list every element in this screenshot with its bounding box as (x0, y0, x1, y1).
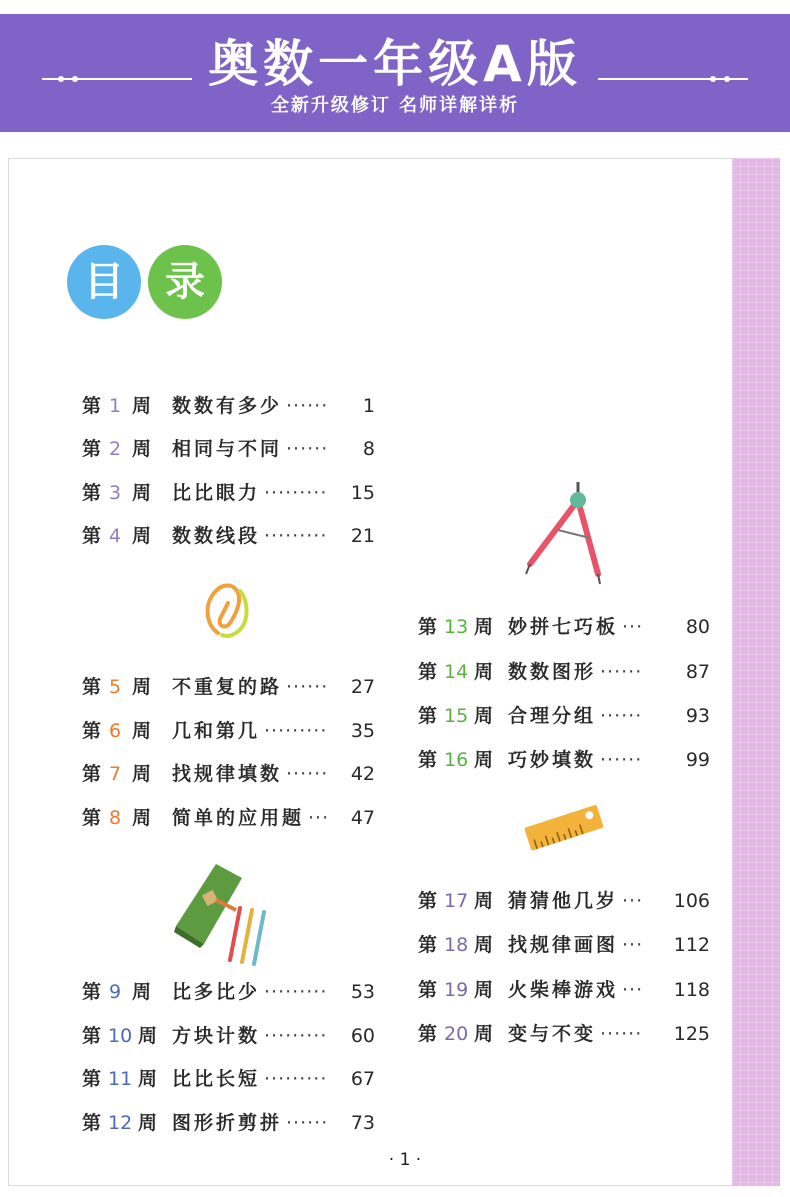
entry-week-prefix: 第 (418, 934, 438, 956)
entry-week-number: 7 (109, 763, 122, 785)
entry-week-suffix: 周 (132, 482, 152, 504)
entry-title: 火柴棒游戏 (508, 979, 619, 1001)
entry-leader-dots: ······ (600, 705, 643, 727)
toc-entry[interactable] (82, 1023, 375, 1049)
entry-week-number: 8 (109, 807, 122, 829)
entry-week-number: 15 (444, 705, 469, 727)
entry-leader-dots: ······ (600, 1023, 643, 1045)
entry-week-number: 10 (108, 1025, 133, 1047)
toc-entry[interactable] (82, 761, 375, 787)
entry-week-suffix: 周 (474, 1023, 494, 1045)
entry-title: 图形折剪拼 (172, 1112, 283, 1134)
entry-week-prefix: 第 (82, 763, 102, 785)
entry-leader-dots: ········· (264, 482, 328, 504)
entry-week-suffix: 周 (474, 705, 494, 727)
entry-leader-dots: ······ (286, 676, 329, 698)
entry-week-number: 16 (444, 749, 469, 771)
entry-week-prefix: 第 (418, 979, 438, 1001)
entry-week-prefix: 第 (82, 981, 102, 1003)
toc-entry[interactable] (82, 393, 375, 419)
entry-page-number: 99 (685, 749, 710, 771)
entry-title: 数数有多少 (172, 395, 283, 417)
entry-page-number: 21 (350, 525, 375, 547)
toc-heading-char-1: 目 (67, 245, 141, 319)
entry-leader-dots: ··· (622, 890, 644, 912)
entry-week-number: 2 (109, 438, 122, 460)
entry-page-number: 87 (685, 661, 710, 683)
entry-week-suffix: 周 (132, 438, 152, 460)
entry-title: 找规律填数 (172, 763, 283, 785)
entry-title: 妙拼七巧板 (508, 616, 619, 638)
paperclip-icon (200, 575, 254, 643)
toc-entry[interactable] (418, 977, 710, 1003)
entry-page-number: 1 (362, 395, 375, 417)
entry-leader-dots: ··· (622, 934, 644, 956)
entry-week-prefix: 第 (418, 616, 438, 638)
entry-week-number: 1 (109, 395, 122, 417)
entry-title: 相同与不同 (172, 438, 283, 460)
entry-week-suffix: 周 (474, 661, 494, 683)
toc-entry[interactable] (418, 932, 710, 958)
entry-title: 方块计数 (172, 1025, 261, 1047)
entry-week-number: 13 (444, 616, 469, 638)
entry-week-number: 18 (444, 934, 469, 956)
entry-leader-dots: ········· (264, 981, 328, 1003)
entry-week-number: 11 (108, 1068, 133, 1090)
toc-entry[interactable] (82, 718, 375, 744)
entry-title: 巧妙填数 (508, 749, 597, 771)
entry-leader-dots: ········· (264, 525, 328, 547)
entry-week-prefix: 第 (82, 395, 102, 417)
entry-week-suffix: 周 (132, 763, 152, 785)
entry-page-number: 118 (673, 979, 710, 1001)
pencil-case-icon (170, 860, 290, 970)
toc-entry[interactable] (82, 1066, 375, 1092)
entry-leader-dots: ······ (286, 395, 329, 417)
entry-leader-dots: ········· (264, 720, 328, 742)
entry-page-number: 53 (350, 981, 375, 1003)
entry-page-number: 73 (350, 1112, 375, 1134)
entry-leader-dots: ··· (622, 616, 644, 638)
toc-entry[interactable] (418, 888, 710, 914)
toc-entry[interactable] (82, 1110, 375, 1136)
entry-page-number: 42 (350, 763, 375, 785)
entry-leader-dots: ······ (600, 749, 643, 771)
entry-week-suffix: 周 (138, 1025, 158, 1047)
entry-title: 合理分组 (508, 705, 597, 727)
entry-week-suffix: 周 (474, 890, 494, 912)
entry-title: 猜猜他几岁 (508, 890, 619, 912)
entry-week-number: 14 (444, 661, 469, 683)
entry-leader-dots: ······ (286, 1112, 329, 1134)
entry-week-prefix: 第 (418, 749, 438, 771)
toc-entry[interactable] (418, 659, 710, 685)
entry-leader-dots: ··· (308, 807, 330, 829)
entry-title: 不重复的路 (172, 676, 283, 698)
entry-week-prefix: 第 (82, 1068, 102, 1090)
page-number: · 1 · (388, 1150, 422, 1170)
toc-entry[interactable] (82, 480, 375, 506)
entry-week-number: 17 (444, 890, 469, 912)
book-title: 奥数一年级A版 (208, 35, 582, 93)
entry-week-number: 9 (109, 981, 122, 1003)
entry-week-prefix: 第 (418, 705, 438, 727)
entry-week-suffix: 周 (132, 395, 152, 417)
entry-page-number: 60 (350, 1025, 375, 1047)
entry-page-number: 125 (673, 1023, 710, 1045)
entry-page-number: 15 (350, 482, 375, 504)
entry-week-number: 4 (109, 525, 122, 547)
toc-entry[interactable] (82, 436, 375, 462)
ruler-icon (522, 798, 604, 858)
entry-leader-dots: ··· (622, 979, 644, 1001)
entry-week-prefix: 第 (82, 676, 102, 698)
entry-leader-dots: ········· (264, 1025, 328, 1047)
toc-entry[interactable] (418, 703, 710, 729)
toc-entry[interactable] (418, 747, 710, 773)
entry-week-suffix: 周 (474, 934, 494, 956)
entry-week-number: 19 (444, 979, 469, 1001)
entry-week-prefix: 第 (82, 438, 102, 460)
entry-title: 数数图形 (508, 661, 597, 683)
entry-page-number: 8 (362, 438, 375, 460)
entry-week-prefix: 第 (418, 890, 438, 912)
toc-entry[interactable] (82, 523, 375, 549)
entry-week-suffix: 周 (132, 981, 152, 1003)
entry-leader-dots: ······ (600, 661, 643, 683)
entry-page-number: 47 (350, 807, 375, 829)
entry-week-number: 6 (109, 720, 122, 742)
toc-entry[interactable] (82, 979, 375, 1005)
entry-page-number: 80 (685, 616, 710, 638)
entry-week-suffix: 周 (132, 807, 152, 829)
entry-week-suffix: 周 (132, 525, 152, 547)
entry-week-prefix: 第 (418, 1023, 438, 1045)
entry-week-prefix: 第 (418, 661, 438, 683)
entry-week-suffix: 周 (474, 979, 494, 1001)
book-subtitle: 全新升级修订 名师详解详析 (270, 95, 520, 116)
toc-entry[interactable] (82, 674, 375, 700)
entry-week-suffix: 周 (138, 1068, 158, 1090)
entry-page-number: 27 (350, 676, 375, 698)
entry-title: 比比长短 (172, 1068, 261, 1090)
entry-title: 找规律画图 (508, 934, 619, 956)
entry-leader-dots: ········· (264, 1068, 328, 1090)
entry-week-prefix: 第 (82, 720, 102, 742)
toc-entry[interactable] (418, 614, 710, 640)
entry-title: 几和第几 (172, 720, 261, 742)
entry-week-suffix: 周 (132, 720, 152, 742)
page-edge-strip (732, 158, 780, 1186)
entry-week-number: 3 (109, 482, 122, 504)
entry-week-suffix: 周 (474, 749, 494, 771)
compass-icon (520, 478, 610, 588)
entry-title: 比多比少 (172, 981, 261, 1003)
entry-week-prefix: 第 (82, 1025, 102, 1047)
entry-week-prefix: 第 (82, 1112, 102, 1134)
entry-week-suffix: 周 (474, 616, 494, 638)
entry-week-prefix: 第 (82, 482, 102, 504)
entry-title: 简单的应用题 (172, 807, 305, 829)
entry-page-number: 106 (673, 890, 710, 912)
header-banner (0, 14, 790, 132)
entry-week-prefix: 第 (82, 525, 102, 547)
entry-week-suffix: 周 (132, 676, 152, 698)
entry-page-number: 35 (350, 720, 375, 742)
entry-page-number: 67 (350, 1068, 375, 1090)
toc-entry[interactable] (82, 805, 375, 831)
entry-week-number: 12 (108, 1112, 133, 1134)
entry-title: 比比眼力 (172, 482, 261, 504)
entry-week-number: 5 (109, 676, 122, 698)
entry-leader-dots: ······ (286, 763, 329, 785)
entry-week-suffix: 周 (138, 1112, 158, 1134)
toc-entry[interactable] (418, 1021, 710, 1047)
toc-heading-char-2: 录 (148, 245, 222, 319)
entry-page-number: 93 (685, 705, 710, 727)
entry-leader-dots: ······ (286, 438, 329, 460)
entry-week-prefix: 第 (82, 807, 102, 829)
entry-week-number: 20 (444, 1023, 469, 1045)
entry-page-number: 112 (673, 934, 710, 956)
entry-title: 变与不变 (508, 1023, 597, 1045)
entry-title: 数数线段 (172, 525, 261, 547)
